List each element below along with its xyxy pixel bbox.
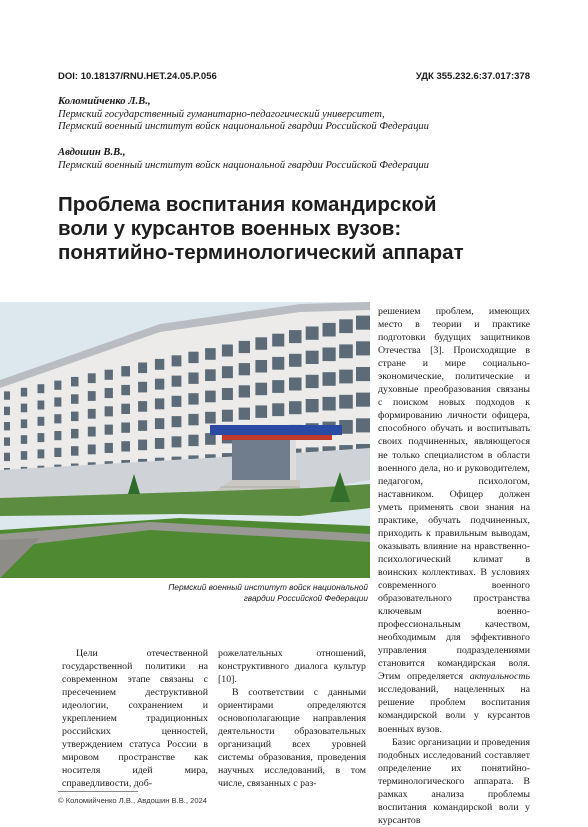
window <box>272 334 284 347</box>
window <box>121 441 130 451</box>
window <box>38 433 45 442</box>
window <box>21 451 27 460</box>
window <box>88 427 96 437</box>
window <box>272 380 284 393</box>
author-name: Авдошин В.В., <box>58 147 126 158</box>
window <box>71 446 79 456</box>
building-photo <box>0 302 370 578</box>
paragraph: Цели отечественной государственной политики на современном этапе связаны с пресечением деструктивной идеологии, сохранением и укреплением традиционных российских ценностей, утверждением статуса России в мировом пространстве как носителя идей мира, справедливости, доб- <box>62 648 208 790</box>
window <box>323 372 336 386</box>
window <box>138 363 147 374</box>
window <box>356 316 370 330</box>
window <box>239 385 250 397</box>
caption-line: Пермский военный институт войск национальной <box>168 582 368 592</box>
window <box>172 436 182 447</box>
window <box>356 418 370 432</box>
window <box>205 348 216 360</box>
window <box>138 382 147 393</box>
window <box>172 396 182 407</box>
window <box>54 397 61 406</box>
body-column-1 <box>62 647 208 791</box>
window <box>21 419 27 428</box>
window <box>205 391 216 403</box>
window <box>289 378 302 391</box>
window <box>289 330 302 343</box>
window <box>339 395 353 409</box>
window <box>172 355 182 366</box>
doi-label: DOI: 10.18137/RNU.HET.24.05.P.056 <box>58 71 217 82</box>
window <box>21 404 27 413</box>
window <box>306 399 319 412</box>
author-affiliation: Пермский военный институт войск национальной гвардии Российской Федерации <box>58 159 429 171</box>
author-affiliation: Пермский государственный гуманитарно-педагогический университет, <box>58 108 385 120</box>
photo-caption <box>120 582 368 603</box>
window <box>105 388 113 398</box>
window <box>356 367 370 381</box>
window <box>155 438 164 449</box>
window <box>255 405 267 418</box>
window <box>38 401 45 410</box>
emphasis: актуальность <box>469 671 530 683</box>
body-column-3 <box>378 305 530 827</box>
window <box>88 445 96 455</box>
window <box>255 383 267 396</box>
window <box>239 341 250 353</box>
window <box>272 403 284 416</box>
window <box>138 401 147 412</box>
window <box>172 376 182 387</box>
article-title <box>58 193 528 265</box>
window <box>289 401 302 414</box>
window <box>71 429 79 439</box>
window <box>155 379 164 390</box>
window <box>88 391 96 401</box>
window <box>54 431 61 440</box>
window <box>188 414 198 425</box>
paragraph <box>378 305 530 736</box>
paragraph: Базис организации и проведения подобных исследований составляет определение их понятийно-терминологического аппарата. В рамках анализа проблемы воспитания командирской воли у курсантов <box>378 736 530 826</box>
window <box>188 373 198 384</box>
window <box>323 348 336 362</box>
window <box>222 410 233 422</box>
window <box>54 381 61 390</box>
window <box>155 398 164 409</box>
window <box>138 420 147 431</box>
window <box>71 377 79 387</box>
paragraph: В соответствии с данными ориентирами определяются основополагающие направления деятельности образовательных организаций всех уровней системы образования, проведения научных исследований, в том числе, связанных с раз- <box>218 687 366 790</box>
body-column-2 <box>218 647 366 791</box>
window <box>306 375 319 388</box>
window <box>4 407 10 415</box>
window <box>38 417 45 426</box>
window <box>21 435 27 444</box>
window <box>121 423 130 433</box>
author-affiliation: Пермский военный институт войск национальной гвардии Российской Федерации <box>58 121 429 133</box>
window <box>4 437 10 445</box>
window <box>188 393 198 404</box>
window <box>239 408 250 420</box>
window <box>88 409 96 419</box>
window <box>172 416 182 427</box>
window <box>306 327 319 340</box>
window <box>155 359 164 370</box>
window <box>205 412 216 424</box>
window <box>356 341 370 355</box>
window <box>4 453 10 461</box>
footnote-rule <box>58 791 138 792</box>
window <box>105 406 113 416</box>
window <box>71 412 79 422</box>
window <box>105 425 113 435</box>
entrance-canopy <box>210 425 342 435</box>
window <box>4 391 10 399</box>
copyright-notice: © Коломийченко Л.В., Авдошин В.В., 2024 <box>58 796 207 805</box>
window <box>255 360 267 373</box>
text-run: решением проблем, имеющих место в теории и практике подготовки будущих защитников Отечества [3]. Происходящие в стране и мире социально-экономические, политические и духовные преобразования связаны с поиском новых подходов к формированию личности офицера, способного обучать и воспитывать своих подчиненных, являющегося не только специалистом в области военного дела, но и руководителем, педагогом, психологом, наставником. Офицер должен уметь применять свои знания на практике, обучать подчиненных, приходить к правильным выводам, оказывать влияние на нравственно-психологический климат в воинских коллективах. В условиях современного военного образовательного пространства ключевым военно-профессиональным качеством, необходимым для эффективного управления подразделениями становится командирская воля. Этим определяется <box>378 306 530 683</box>
window <box>222 366 233 378</box>
window <box>121 366 130 376</box>
window <box>138 440 147 451</box>
entrance-door <box>232 440 292 480</box>
window <box>222 388 233 400</box>
author-block-1 <box>58 96 538 134</box>
window <box>54 414 61 423</box>
window <box>21 388 27 397</box>
window <box>289 354 302 367</box>
window <box>188 435 198 446</box>
window <box>239 363 250 375</box>
window <box>255 337 267 350</box>
paragraph: рожелательных отношений, конструктивного диалога культур [10]. <box>218 648 366 686</box>
window <box>306 351 319 364</box>
author-block-2 <box>58 147 538 172</box>
udk-label: УДК 355.232.6:37.017:378 <box>415 71 530 82</box>
window <box>339 344 353 358</box>
window <box>339 370 353 384</box>
window <box>105 370 113 380</box>
caption-line: гвардии Российской Федерации <box>243 592 368 603</box>
window <box>121 385 130 395</box>
title-line: воли у курсантов военных вузов: <box>58 217 402 240</box>
window <box>222 345 233 357</box>
window <box>188 352 198 363</box>
window <box>88 373 96 383</box>
window <box>323 397 336 411</box>
window <box>105 443 113 453</box>
window <box>71 394 79 404</box>
text-run: исследований, нацеленных на решение проблем воспитания командирской воли у курсантов военных вузов. <box>378 684 530 735</box>
window <box>155 418 164 429</box>
title-line: понятийно-терминологический аппарат <box>58 241 464 264</box>
window <box>54 448 61 457</box>
window <box>38 384 45 393</box>
window <box>272 357 284 370</box>
author-name: Коломийченко Л.В., <box>58 96 151 107</box>
window <box>339 319 353 333</box>
title-line: Проблема воспитания командирской <box>58 193 437 216</box>
window <box>4 422 10 430</box>
window <box>38 449 45 458</box>
window <box>205 369 216 381</box>
window <box>121 404 130 414</box>
window <box>356 393 370 407</box>
window <box>323 323 336 337</box>
